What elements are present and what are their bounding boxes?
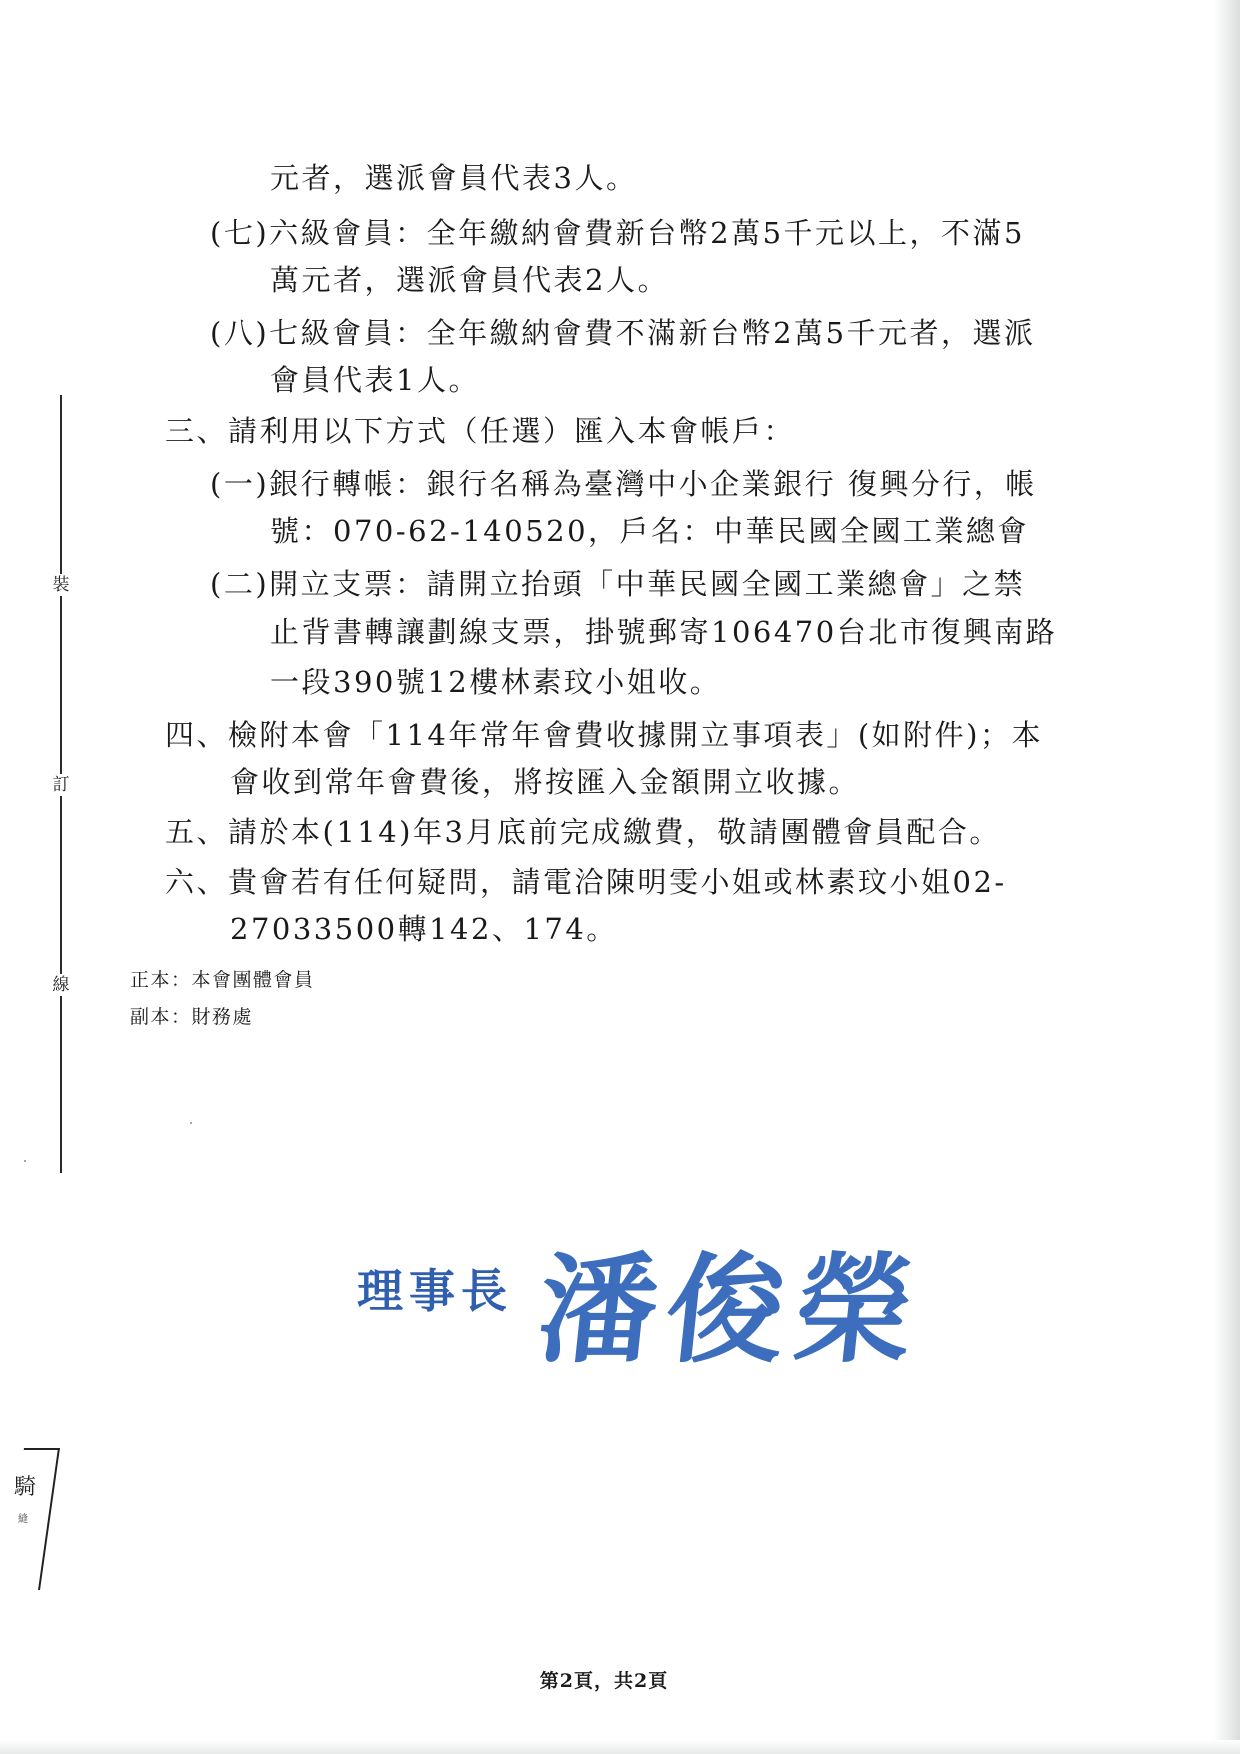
- scan-speck: [24, 1160, 26, 1162]
- body-line: 27033500轉142、174。: [230, 912, 618, 946]
- page-edge-shadow: [1214, 0, 1240, 1754]
- section-heading: 四、檢附本會「114年常年會費收據開立事項表」(如附件)；本: [165, 718, 1043, 752]
- section-heading: 五、請於本(114)年3月底前完成繳費，敬請團體會員配合。: [165, 815, 1001, 849]
- distribution-original: 正本：本會團體會員: [130, 969, 315, 991]
- body-line: 會員代表1人。: [270, 363, 480, 397]
- body-line: 一段390號12樓林素玟小姐收。: [270, 665, 722, 699]
- body-line: (二)開立支票：請開立抬頭「中華民國全國工業總會」之禁: [210, 567, 1026, 601]
- scan-speck: [190, 1122, 192, 1124]
- body-line: 元者，選派會員代表3人。: [270, 161, 638, 195]
- body-line: 止背書轉讓劃線支票，掛號郵寄106470台北市復興南路: [270, 615, 1058, 649]
- binding-label-zhuang: 裝: [52, 575, 70, 595]
- signature-name: 潘俊榮: [531, 1240, 931, 1379]
- body-line: (八)七級會員：全年繳納會費不滿新台幣2萬5千元者，選派: [210, 316, 1036, 350]
- signature-title: 理事長: [357, 1264, 513, 1318]
- binding-label-ding: 訂: [52, 775, 70, 795]
- seam-stamp-small: 縫: [18, 1514, 28, 1525]
- body-line: (一)銀行轉帳：銀行名稱為臺灣中小企業銀行 復興分行，帳: [210, 467, 1037, 501]
- section-heading: 六、貴會若有任何疑問，請電洽陳明雯小姐或林素玟小姐02-: [165, 865, 1007, 899]
- body-line: 萬元者，選派會員代表2人。: [270, 263, 669, 297]
- binding-label-xian: 線: [52, 975, 70, 995]
- distribution-copy: 副本：財務處: [130, 1006, 254, 1028]
- body-line: 會收到常年會費後，將按匯入金額開立收據。: [230, 765, 861, 799]
- seam-stamp-char: 騎: [14, 1475, 37, 1500]
- page-bottom-shadow: [0, 1740, 1240, 1754]
- section-heading: 三、請利用以下方式（任選）匯入本會帳戶：: [165, 414, 796, 448]
- page-number: 第2頁，共2頁: [539, 1670, 669, 1692]
- body-line: 號：070-62-140520，戶名：中華民國全國工業總會: [270, 514, 1030, 548]
- body-line: (七)六級會員：全年繳納會費新台幣2萬5千元以上，不滿5: [210, 216, 1025, 250]
